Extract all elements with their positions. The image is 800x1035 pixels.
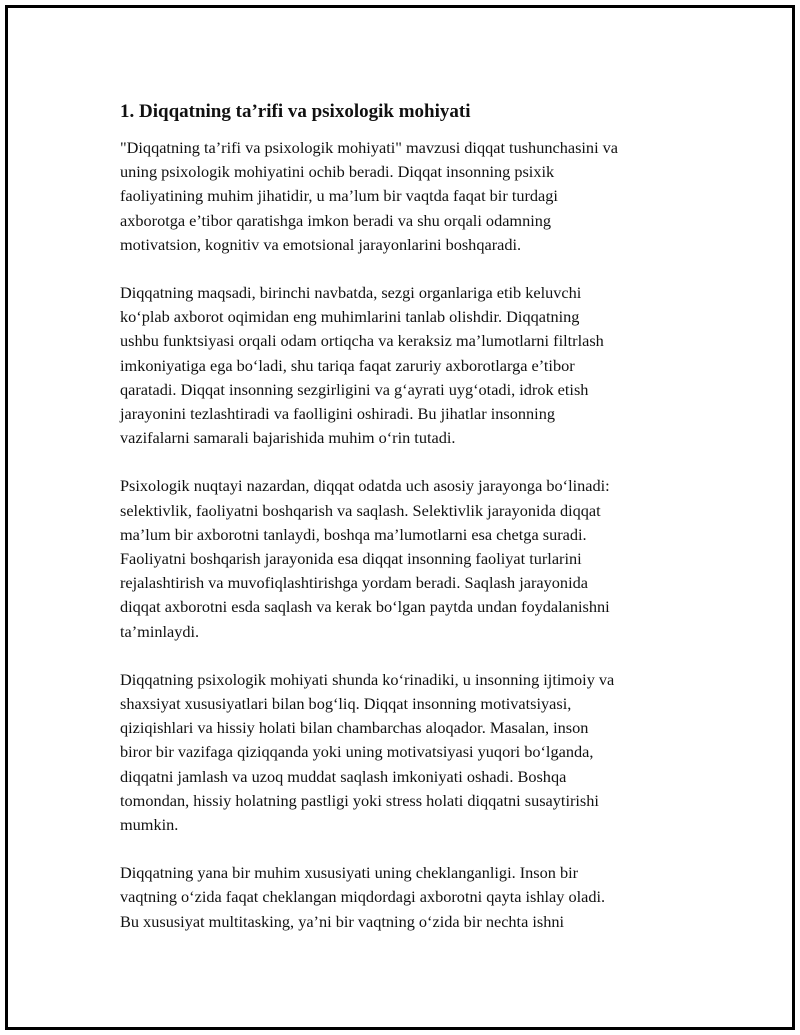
text-line: Diqqatning yana bir muhim xususiyati uning cheklanganligi. Inson bir: [120, 863, 579, 883]
page-frame: [5, 5, 795, 1030]
text-line: Diqqatning maqsadi, birinchi navbatda, sezgi organlariga etib keluvchi: [120, 283, 582, 303]
text-line: axborotga e’tibor qaratishga imkon beradi va shu orqali odamning: [120, 210, 552, 230]
text-line: imkoniyatiga ega bo‘ladi, shu tariqa faqat zaruriy axborotlarga e’tibor: [120, 355, 575, 375]
text-line: ushbu funktsiyasi orqali odam ortiqcha va keraksiz ma’lumotlarni filtrlash: [120, 331, 604, 351]
text-line: diqqat axborotni esda saqlash va kerak bo‘lgan paytda undan foydalanishni: [120, 597, 610, 617]
text-line: qaratadi. Diqqat insonning sezgirligini va g‘ayrati uyg‘otadi, idrok etish: [120, 379, 589, 399]
text-line: vaqtning o‘zida faqat cheklangan miqdordagi axborotni qayta ishlay oladi.: [120, 887, 606, 907]
text-line: faoliyatining muhim jihatidir, u ma’lum bir vaqtda faqat bir turdagi: [120, 186, 558, 206]
section-heading: 1. Diqqatning ta’rifi va psixologik mohiyati: [120, 101, 471, 122]
text-line: ta’minlaydi.: [120, 621, 200, 641]
paragraph: [120, 668, 688, 837]
text-line: uning psixologik mohiyatini ochib beradi. Diqqat insonning psixik: [120, 162, 555, 182]
text-line: biror bir vazifaga qiziqqanda yoki uning motivatsiyasi yuqori bo‘lganda,: [120, 742, 594, 762]
paragraph: [120, 281, 688, 450]
paragraph: [120, 861, 688, 934]
text-line: qiziqishlari va hissiy holati bilan chambarchas aloqador. Masalan, inson: [120, 718, 589, 738]
text-line: Faoliyatni boshqarish jarayonida esa diqqat insonning faoliyat turlarini: [120, 549, 582, 569]
text-line: selektivlik, faoliyatni boshqarish va saqlash. Selektivlik jarayonida diqqat: [120, 500, 601, 520]
text-line: "Diqqatning ta’rifi va psixologik mohiyati" mavzusi diqqat tushunchasini va: [120, 138, 619, 157]
text-line: motivatsion, kognitiv va emotsional jarayonlarini boshqaradi.: [120, 234, 522, 254]
text-line: ko‘plab axborot oqimidan eng muhimlarini tanlab olishdir. Diqqatning: [120, 307, 580, 327]
text-line: Diqqatning psixologik mohiyati shunda ko‘rinadiki, u insonning ijtimoiy va: [120, 669, 615, 689]
document-body: [120, 100, 688, 958]
paragraph: [120, 136, 688, 257]
text-line: mumkin.: [120, 815, 179, 835]
text-line: vazifalarni samarali bajarishida muhim o‘rin tutadi.: [120, 428, 456, 448]
text-line: rejalashtirish va muvofiqlashtirishga yordam beradi. Saqlash jarayonida: [120, 573, 588, 593]
text-line: tomondan, hissiy holatning pastligi yoki stress holati diqqatni susaytirishi: [120, 790, 599, 810]
text-line: Psixologik nuqtayi nazardan, diqqat odatda uch asosiy jarayonga bo‘linadi:: [120, 476, 610, 496]
text-line: diqqatni jamlash va uzoq muddat saqlash imkoniyati oshadi. Boshqa: [120, 766, 567, 786]
text-line: jarayonini tezlashtiradi va faolligini oshiradi. Bu jihatlar insonning: [120, 404, 555, 424]
text-line: Bu xususiyat multitasking, ya’ni bir vaqtning o‘zida bir nechta ishni: [120, 911, 565, 931]
text-line: shaxsiyat xususiyatlari bilan bog‘liq. Diqqat insonning motivatsiyasi,: [120, 694, 572, 714]
paragraph: [120, 474, 688, 643]
text-line: ma’lum bir axborotni tanlaydi, boshqa ma’lumotlarni esa chetga suradi.: [120, 524, 587, 544]
